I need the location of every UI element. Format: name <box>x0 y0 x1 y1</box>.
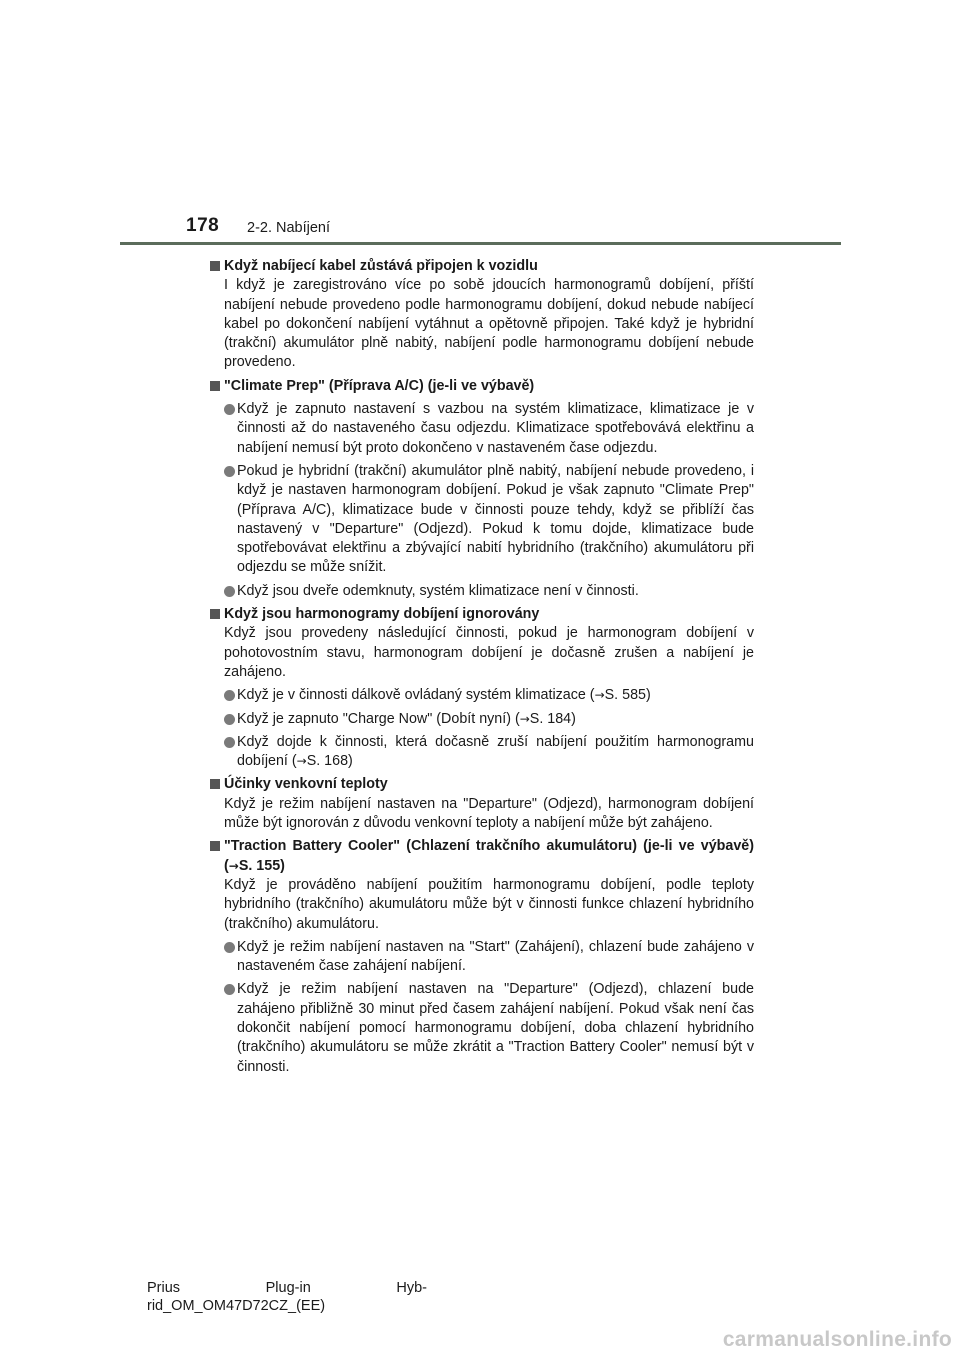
square-bullet-icon <box>210 609 220 619</box>
list-item: Když je v činnosti dálkově ovládaný systém klimatizace (→S. 585) <box>210 686 754 705</box>
circle-bullet-icon <box>224 942 235 953</box>
footer-line-2: rid_OM_OM47D72CZ_(EE) <box>147 1298 326 1314</box>
list-item: Když je režim nabíjení nastaven na "Start" (Zahájení), chlazení bude zahájeno v nastaveném čase zahájení nabíjení. <box>210 938 754 977</box>
square-bullet-icon <box>210 261 220 271</box>
arrow-right-icon: → <box>594 688 605 703</box>
page-reference-link[interactable]: S. 585) <box>604 687 651 704</box>
list-item: Pokud je hybridní (trakční) akumulátor plně nabitý, nabíjení nebude provedeno, i když je nastaven harmonogram dobíjení. Pokud je však zapnuto "Climate Prep" (Příprava A/C), klimatizace bude v činnosti pouze tehdy, když se přiblíží čas nastavený v "Departure" (Odjezd). Pokud k tomu dojde, klimatizace bude spotřebovávat elektřinu a zbývající nabití hybridního (trakčního) akumulátoru při odjezdu se může snížit. <box>210 462 754 578</box>
watermark: carmanualsonline.info <box>722 1328 952 1351</box>
page-number: 178 <box>186 215 220 236</box>
heading-traction-battery-cooler: "Traction Battery Cooler" (Chlazení trakčního akumulátoru) (je-li ve výbavě) (→S. 155) <box>210 837 754 876</box>
square-bullet-icon <box>210 381 220 391</box>
heading-outside-temperature: Účinky venkovní teploty <box>210 775 754 794</box>
paragraph-schedules-ignored: Když jsou provedeny následující činnosti, pokud je harmonogram dobíjení v pohotovostním stavu, harmonogram dobíjení je dočasně zrušen a nabíjení je zahájeno. <box>224 625 754 680</box>
heading-schedules-ignored: Když jsou harmonogramy dobíjení ignorovány <box>210 605 754 624</box>
list-item: Když dojde k činnosti, která dočasně zruší nabíjení použitím harmonogramu dobíjení (→S. 168) <box>210 733 754 772</box>
section-title: 2-2. Nabíjení <box>247 220 331 236</box>
list-item: Když je zapnuto "Charge Now" (Dobít nyní) (→S. 184) <box>210 710 754 729</box>
circle-bullet-icon <box>224 404 235 415</box>
page-reference-link[interactable]: S. 184) <box>529 710 576 727</box>
arrow-right-icon: → <box>296 754 307 769</box>
page-header <box>0 0 960 250</box>
square-bullet-icon <box>210 779 220 789</box>
paragraph-traction-battery-cooler: Když je prováděno nabíjení použitím harmonogramu dobíjení, podle teploty hybridního (trakčního) akumulátoru může být v činnosti funkce chlazení hybridního (trakčního) akumulátoru. <box>224 876 754 932</box>
paragraph-cable-connected: I když je zaregistrováno více po sobě jdoucích harmonogramů dobíjení, příští nabíjení nebude provedeno podle harmonogramu dobíjení, dokud nebude nabíjecí kabel po dokončení nabíjení vytáhnut a opětovně připojen. Také když je hybridní (trakční) akumulátor plně nabitý, nabíjení podle harmonogramu dobíjení nebude provedeno. <box>224 277 754 371</box>
list-item: Když jsou dveře odemknuty, systém klimatizace není v činnosti. <box>210 582 754 601</box>
page-reference-link[interactable]: S. 155) <box>238 857 285 874</box>
page-footer <box>147 1279 447 1315</box>
arrow-right-icon: → <box>519 711 530 726</box>
footer-line-1: Prius Plug-in Hyb- <box>147 1280 427 1296</box>
page-reference-link[interactable]: S. 168) <box>306 753 353 770</box>
page-body <box>210 253 754 1077</box>
header-divider <box>120 242 841 245</box>
circle-bullet-icon <box>224 690 235 701</box>
list-item: Když je zapnuto nastavení s vazbou na systém klimatizace, klimatizace je v činnosti až do nastaveného času odjezdu. Klimatizace spotřebovává elektřinu a nabíjení nemusí být proto dokončeno v nastaveném čase odjezdu. <box>210 400 754 458</box>
heading-climate-prep: "Climate Prep" (Příprava A/C) (je-li ve výbavě) <box>210 377 754 396</box>
circle-bullet-icon <box>224 714 235 725</box>
list-item: Když je režim nabíjení nastaven na "Departure" (Odjezd), chlazení bude zahájeno přibližně 30 minut před časem zahájení nabíjení. Pokud však není čas dokončit nabíjení pomocí harmonogramu dobíjení, doba chlazení hybridního (trakčního) akumulátoru se může zkrátit a "Traction Battery Cooler" nemusí být v činnosti. <box>210 980 754 1076</box>
paragraph-outside-temperature: Když je režim nabíjení nastaven na "Departure" (Odjezd), harmonogram dobíjení může být ignorován z důvodu venkovní teploty a nabíjení může být zahájeno. <box>224 795 754 832</box>
circle-bullet-icon <box>224 984 235 995</box>
circle-bullet-icon <box>224 737 235 748</box>
circle-bullet-icon <box>224 586 235 597</box>
circle-bullet-icon <box>224 466 235 477</box>
square-bullet-icon <box>210 841 220 851</box>
heading-cable-connected: Když nabíjecí kabel zůstává připojen k vozidlu <box>210 257 754 276</box>
arrow-right-icon: → <box>228 858 239 873</box>
